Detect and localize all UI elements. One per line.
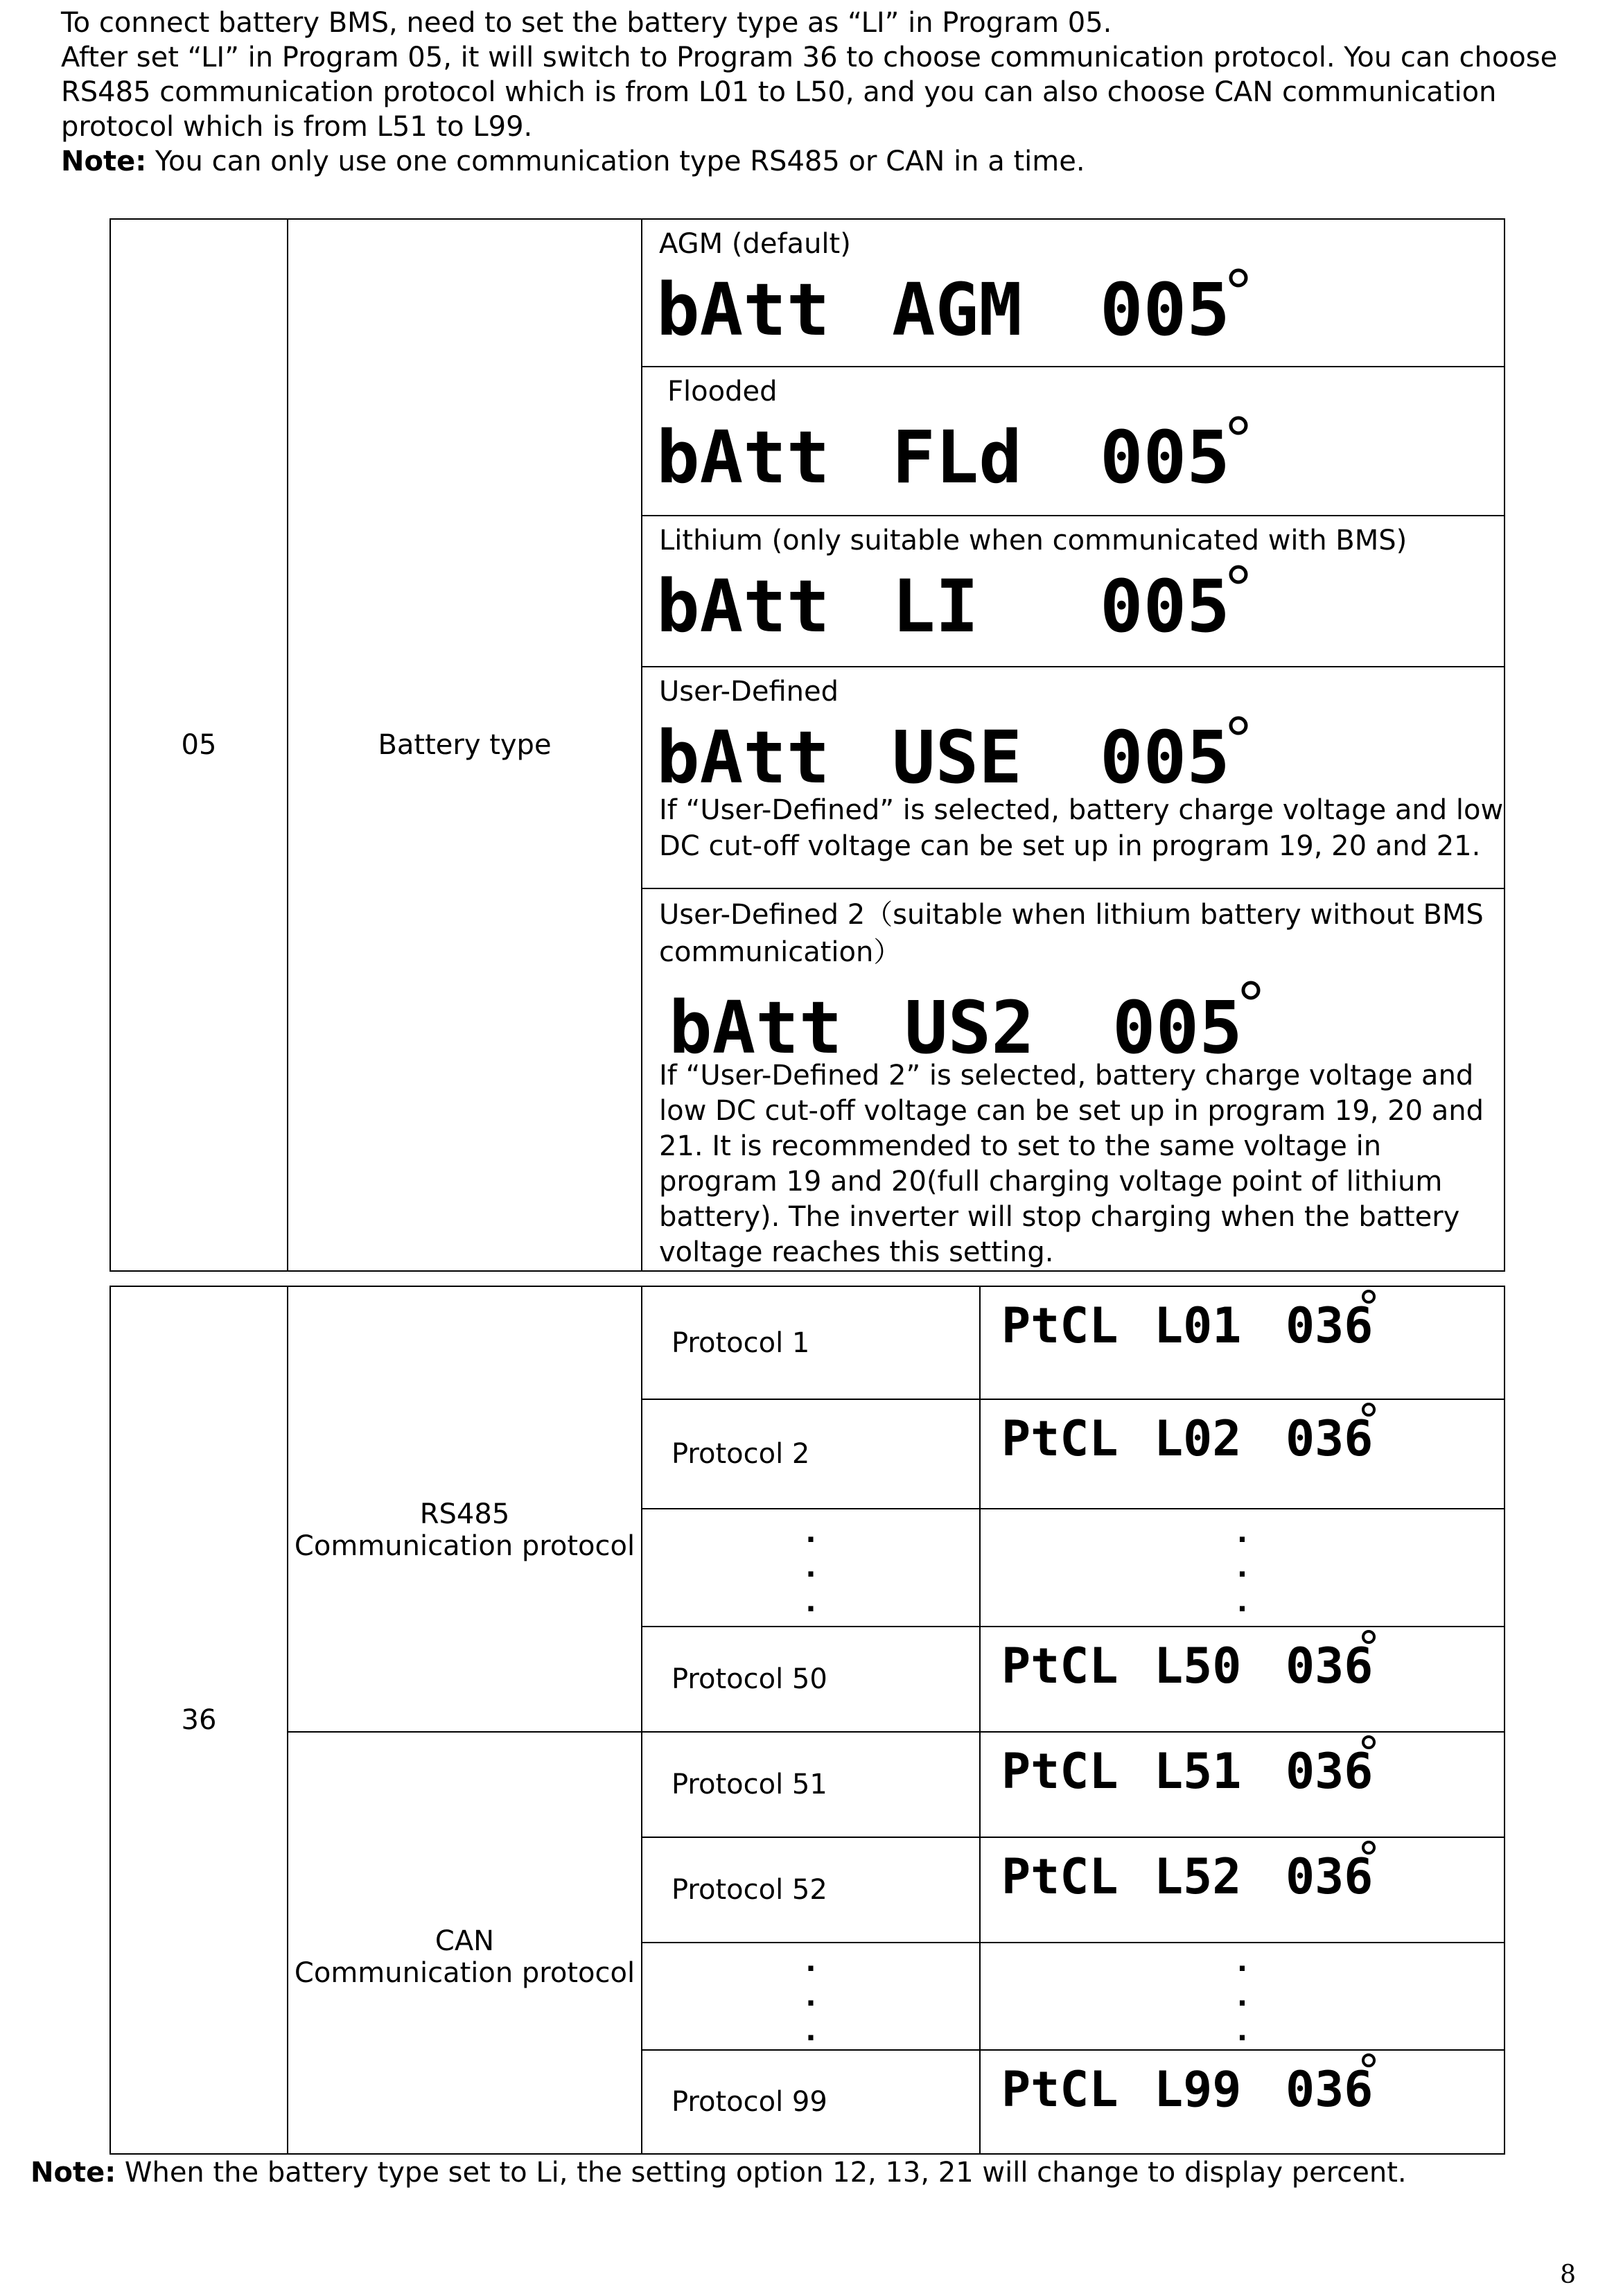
lcd-p52-seg2: L52 (1154, 1848, 1242, 1900)
option-lithium (642, 516, 1505, 667)
option-user-defined-title: User-Defined (659, 676, 839, 708)
ellipsis-rs485-lcd: . . . (980, 1509, 1505, 1627)
lcd-user-defined-2-seg3: 005 (1112, 985, 1243, 1058)
protocol-52-lcd (980, 1837, 1505, 1943)
lcd-display-protocol-51 (1001, 1733, 1417, 1795)
lcd-p51-seg1: PtCL (1001, 1743, 1119, 1795)
footer-note (30, 2155, 1407, 2190)
lcd-agm-seg3: 005 (1100, 268, 1230, 342)
lcd-display-lithium (656, 562, 1252, 638)
lcd-p1-seg3: 036 (1286, 1297, 1374, 1349)
option-agm-title: AGM (default) (659, 228, 851, 260)
lcd-display-user-defined-2 (669, 975, 1279, 1058)
lcd-lithium-seg2: LI (892, 564, 979, 638)
lcd-flooded-seg1: bAtt (656, 415, 830, 489)
lcd-flooded-seg2: FLd (892, 415, 1022, 489)
lcd-agm-seg2: AGM (892, 268, 1022, 342)
setting-gear-icon (1231, 270, 1246, 286)
can-group-label (288, 1732, 642, 2154)
protocol-99-lcd (980, 2050, 1505, 2154)
ellipsis-rs485-label: . . . (642, 1509, 980, 1627)
lcd-p99-seg2: L99 (1154, 2061, 1242, 2113)
setting-gear-icon (1243, 983, 1258, 998)
option-user-defined-2 (642, 888, 1505, 1271)
protocol-1-lcd (980, 1286, 1505, 1399)
intro-note-text: You can only use one communication type RS485 or CAN in a time. (146, 146, 1085, 177)
lcd-display-protocol-2 (1001, 1400, 1417, 1462)
protocol-1-label: Protocol 1 (642, 1286, 980, 1399)
protocol-50-label: Protocol 50 (642, 1627, 980, 1732)
lcd-p2-seg1: PtCL (1001, 1410, 1119, 1462)
protocol-2-lcd (980, 1399, 1505, 1509)
protocol-52-label: Protocol 52 (642, 1837, 980, 1943)
protocol-99-label: Protocol 99 (642, 2050, 980, 2154)
setting-gear-icon (1231, 567, 1246, 582)
ellipsis-can-label: . . . (642, 1943, 980, 2050)
intro-line-2: After set “LI” in Program 05, it will switch to Program 36 to choose communication protocol. You can choose RS485 communication protocol which is from L01 to L50, and you can also choose CAN communication protocol which is from L51 to L99. (61, 42, 1558, 143)
option-lithium-title: Lithium (only suitable when communicated with BMS) (659, 525, 1407, 557)
rs485-label: RS485 (419, 1498, 510, 1530)
lcd-display-user-defined (656, 713, 1252, 789)
lcd-p52-seg3: 036 (1286, 1848, 1374, 1900)
program-36-table (109, 1286, 1505, 2155)
ellipsis-can-lcd: . . . (980, 1943, 1505, 2050)
lcd-user-defined-seg1: bAtt (656, 715, 830, 789)
option-user-defined-2-title: User-Defined 2（suitable when lithium battery without BMS communication） (659, 899, 1484, 968)
lcd-display-protocol-50 (1001, 1627, 1417, 1690)
lcd-p50-seg1: PtCL (1001, 1638, 1119, 1690)
footer-note-label: Note: (30, 2157, 116, 2189)
lcd-lithium-seg1: bAtt (656, 564, 830, 638)
lcd-display-protocol-1 (1001, 1287, 1417, 1349)
intro-note (61, 144, 1586, 179)
setting-gear-icon (1231, 418, 1246, 433)
option-user-defined-2-note: If “User-Defined 2” is selected, battery charge voltage and low DC cut-off voltage can be set up in program 19, 20 and 21. It is recommended to set to the same voltage in program 19 and 20(full charging voltage point of lithium battery). The inverter will stop charging when the battery voltage reaches this setting. (659, 1060, 1484, 1268)
lcd-p1-seg2: L01 (1154, 1297, 1242, 1349)
rs485-group-label (288, 1286, 642, 1732)
lcd-user-defined-seg3: 005 (1100, 715, 1230, 789)
lcd-display-protocol-52 (1001, 1838, 1417, 1900)
program-05-table (109, 218, 1505, 1272)
protocol-2-label: Protocol 2 (642, 1399, 980, 1509)
rs485-sublabel: Communication protocol (294, 1530, 635, 1562)
lcd-user-defined-2-seg1: bAtt (669, 985, 843, 1058)
protocol-51-lcd (980, 1732, 1505, 1837)
can-label: CAN (435, 1925, 495, 1957)
lcd-p1-seg1: PtCL (1001, 1297, 1119, 1349)
lcd-user-defined-2-seg2: US2 (904, 985, 1035, 1058)
lcd-display-agm (656, 265, 1252, 342)
lcd-p2-seg2: L02 (1154, 1410, 1242, 1462)
lcd-display-flooded (656, 413, 1252, 489)
lcd-display-protocol-99 (1001, 2051, 1417, 2113)
lcd-p52-seg1: PtCL (1001, 1848, 1119, 1900)
lcd-flooded-seg3: 005 (1100, 415, 1230, 489)
lcd-p99-seg1: PtCL (1001, 2061, 1119, 2113)
intro-note-label: Note: (61, 146, 147, 177)
program-05-name: Battery type (288, 219, 642, 1271)
lcd-p2-seg3: 036 (1286, 1410, 1374, 1462)
lcd-p99-seg3: 036 (1286, 2061, 1374, 2113)
lcd-p50-seg3: 036 (1286, 1638, 1374, 1690)
option-flooded (642, 367, 1505, 516)
program-05-number: 05 (110, 219, 288, 1271)
lcd-p50-seg2: L50 (1154, 1638, 1242, 1690)
footer-note-text: When the battery type set to Li, the setting option 12, 13, 21 will change to display percent. (116, 2157, 1407, 2189)
program-36-number: 36 (110, 1286, 288, 2154)
option-flooded-title: Flooded (667, 376, 778, 408)
lcd-lithium-seg3: 005 (1100, 564, 1230, 638)
option-user-defined (642, 667, 1505, 888)
lcd-user-defined-seg2: USE (892, 715, 1022, 789)
page-number: 8 (1560, 2261, 1576, 2289)
protocol-50-lcd (980, 1627, 1505, 1732)
intro-text (61, 6, 1586, 179)
option-agm (642, 219, 1505, 367)
can-sublabel: Communication protocol (294, 1956, 635, 1989)
option-user-defined-note: If “User-Defined” is selected, battery charge voltage and low DC cut-off voltage can be set up in program 19, 20 and 21. (659, 794, 1504, 862)
intro-line-1: To connect battery BMS, need to set the battery type as “LI” in Program 05. (61, 7, 1112, 39)
lcd-p51-seg3: 036 (1286, 1743, 1374, 1795)
setting-gear-icon (1231, 718, 1246, 733)
lcd-p51-seg2: L51 (1154, 1743, 1242, 1795)
lcd-agm-seg1: bAtt (656, 268, 830, 342)
protocol-51-label: Protocol 51 (642, 1732, 980, 1837)
